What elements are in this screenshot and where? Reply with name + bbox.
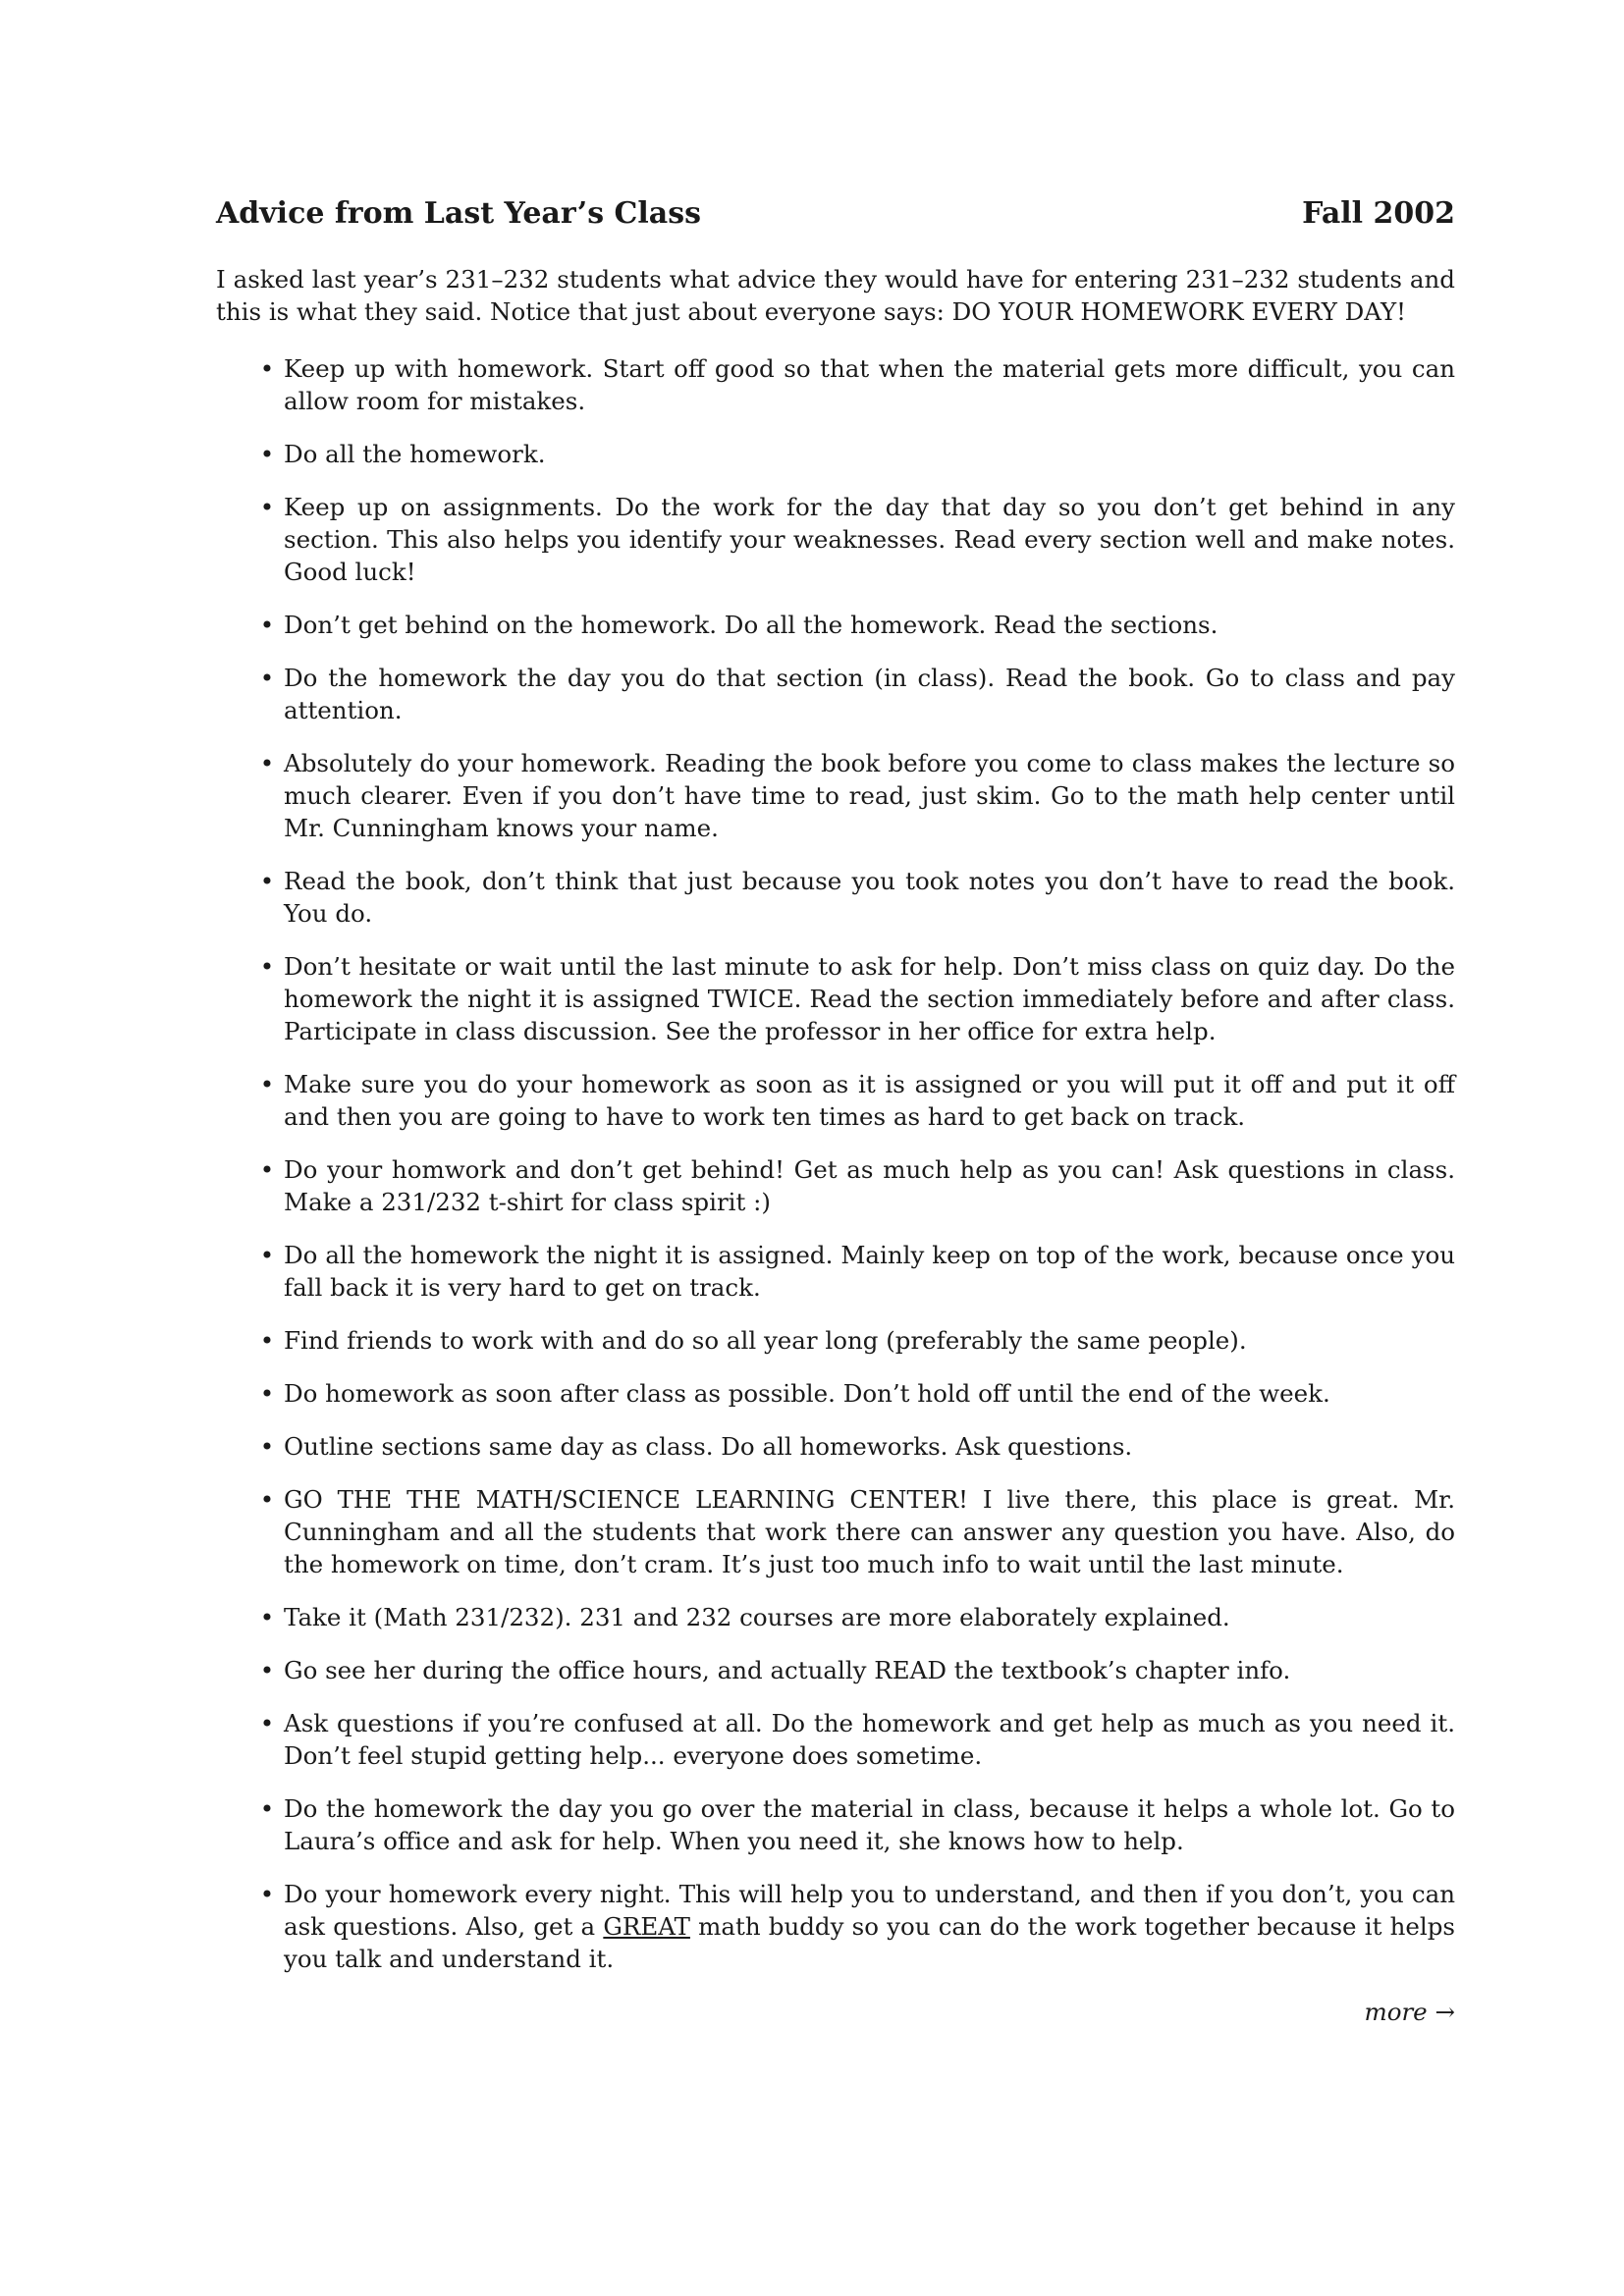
- intro-paragraph: I asked last year’s 231–232 students what advice they would have for entering 231–232 students and this is what they said. Notice that just about everyone says: DO YOUR HOMEWORK EVERY DAY!: [216, 265, 1455, 326]
- list-item: [216, 1239, 1455, 1304]
- bullet-icon: •: [259, 1708, 275, 1737]
- bullet-icon: •: [259, 1602, 275, 1631]
- bullet-icon: •: [259, 1378, 275, 1408]
- list-item: [216, 747, 1455, 844]
- list-item-text: Don’t hesitate or wait until the last minute to ask for help. Don’t miss class on quiz day. Do the homework the night it is assigned TWICE. Read the section immediately before and after class. Participate in class discussion. See the professor in her office for extra help.: [284, 951, 1455, 1045]
- list-item-text: Do all the homework the night it is assigned. Mainly keep on top of the work, because once you fall back it is very hard to get on track.: [284, 1240, 1455, 1302]
- list-item: [216, 1792, 1455, 1857]
- list-item: [216, 491, 1455, 588]
- bullet-icon: •: [259, 748, 275, 777]
- document-page: [216, 192, 1455, 2028]
- bullet-icon: •: [259, 1240, 275, 1269]
- list-item: [216, 1878, 1455, 1975]
- document-title: Advice from Last Year’s Class: [216, 196, 702, 231]
- bullet-icon: •: [259, 1069, 275, 1098]
- list-item: [216, 1324, 1455, 1357]
- list-item: [216, 438, 1455, 470]
- list-item: [216, 950, 1455, 1047]
- document-term: Fall 2002: [1302, 196, 1455, 231]
- list-item: [216, 1483, 1455, 1580]
- list-item: [216, 1068, 1455, 1133]
- list-item: [216, 1377, 1455, 1410]
- list-item: [216, 1707, 1455, 1772]
- bullet-icon: •: [259, 866, 275, 895]
- list-item-text: Read the book, don’t think that just because you took notes you don’t have to read the book. You do.: [284, 866, 1455, 928]
- bullet-icon: •: [259, 1793, 275, 1823]
- list-item-text: Do all the homework.: [284, 439, 546, 468]
- list-item: [216, 352, 1455, 417]
- bullet-icon: •: [259, 663, 275, 692]
- bullet-icon: •: [259, 1484, 275, 1514]
- list-item-text: Keep up with homework. Start off good so that when the material gets more difficult, you can allow room for mistakes.: [284, 353, 1455, 415]
- list-item-text: Keep up on assignments. Do the work for the day that day so you don’t get behind in any section. This also helps you identify your weaknesses. Read every section well and make notes. Good luck!: [284, 492, 1455, 586]
- list-item-text: Outline sections same day as class. Do all homeworks. Ask questions.: [284, 1431, 1133, 1461]
- list-item-text: Don’t get behind on the homework. Do all the homework. Read the sections.: [284, 610, 1218, 639]
- more-indicator: more →: [1364, 1997, 1455, 2026]
- list-item: [216, 609, 1455, 641]
- list-item-text: [284, 1880, 1455, 1973]
- list-item-text: Do the homework the day you do that section (in class). Read the book. Go to class and pay attention.: [284, 663, 1455, 724]
- list-item: [216, 1430, 1455, 1463]
- list-item-text: Go see her during the office hours, and actually READ the textbook’s chapter info.: [284, 1655, 1291, 1684]
- list-item-text: Do the homework the day you go over the material in class, because it helps a whole lot. Go to Laura’s office and ask for help. When you need it, she knows how to help.: [284, 1793, 1455, 1855]
- bullet-icon: •: [259, 1431, 275, 1461]
- list-item-text: Absolutely do your homework. Reading the book before you come to class makes the lecture so much clearer. Even if you don’t have time to read, just skim. Go to the math help center until Mr. Cunningham knows your name.: [284, 748, 1455, 842]
- list-item-text: Do homework as soon after class as possible. Don’t hold off until the end of the week.: [284, 1378, 1330, 1408]
- bullet-icon: •: [259, 1325, 275, 1355]
- list-item: [216, 1601, 1455, 1633]
- bullet-icon: •: [259, 951, 275, 981]
- bullet-icon: •: [259, 1154, 275, 1184]
- list-item: [216, 1153, 1455, 1218]
- bullet-icon: •: [259, 439, 275, 468]
- last-item-text-end: math buddy so you can do the work together because it helps you talk and understand it.: [284, 1911, 1455, 1973]
- list-item-text: Find friends to work with and do so all year long (preferably the same people).: [284, 1325, 1247, 1355]
- list-item: [216, 865, 1455, 930]
- list-item-text: Make sure you do your homework as soon as it is assigned or you will put it off and put it off and then you are going to have to work ten times as hard to get back on track.: [284, 1069, 1455, 1131]
- list-item-text: Take it (Math 231/232). 231 and 232 courses are more elaborately explained.: [284, 1602, 1230, 1631]
- list-item-text: Do your homwork and don’t get behind! Get as much help as you can! Ask questions in class. Make a 231/232 t-shirt for class spirit :): [284, 1154, 1455, 1216]
- bullet-icon: •: [259, 492, 275, 521]
- list-item: [216, 662, 1455, 726]
- list-item: [216, 1654, 1455, 1686]
- bullet-icon: •: [259, 610, 275, 639]
- bullet-icon: •: [259, 353, 275, 383]
- document-header: [216, 192, 1455, 236]
- list-item-text: Ask questions if you’re confused at all. Do the homework and get help as much as you need it. Don’t feel stupid getting help... everyone does sometime.: [284, 1708, 1455, 1770]
- advice-list: [216, 352, 1455, 1975]
- bullet-icon: •: [259, 1879, 275, 1908]
- last-item-text-start: Do your homework every night. This will help you to understand, and then if you don’t, you can ask questions. Also, get a: [284, 1879, 1455, 1941]
- underlined-word: GREAT: [603, 1911, 690, 1941]
- bullet-icon: •: [259, 1655, 275, 1684]
- list-item-text: GO THE THE MATH/SCIENCE LEARNING CENTER! I live there, this place is great. Mr. Cunningham and all the students that work there can answer any question you have. Also, do the homework on time, don’t cram. It’s just too much info to wait until the last minute.: [284, 1484, 1455, 1578]
